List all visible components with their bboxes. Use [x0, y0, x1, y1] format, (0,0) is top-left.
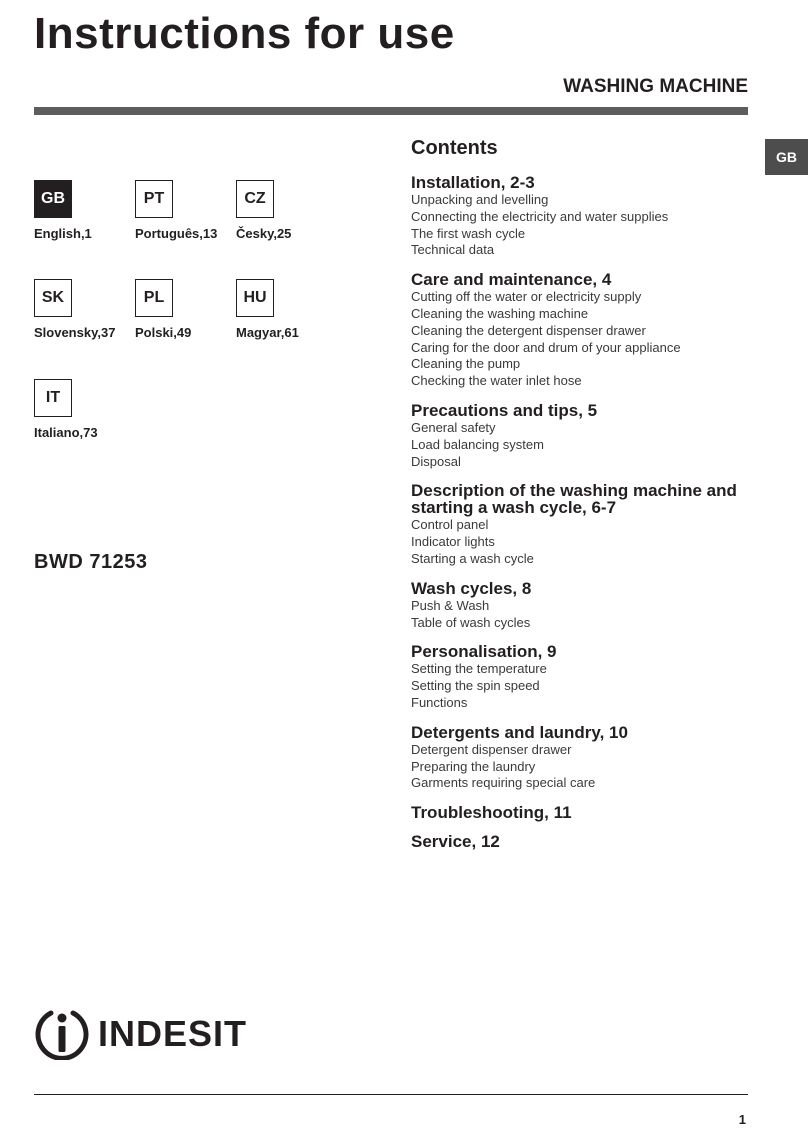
toc-item[interactable]: Push & Wash — [411, 597, 490, 613]
toc-item[interactable]: General safety — [411, 419, 496, 435]
toc-item[interactable]: The first wash cycle — [411, 225, 526, 241]
toc-section-title[interactable]: Personalisation, 9 — [411, 642, 557, 662]
language-code-box[interactable]: GB — [34, 180, 72, 218]
toc-item[interactable]: Unpacking and levelling — [411, 192, 549, 207]
toc-section-title[interactable]: Service, 12 — [411, 832, 500, 852]
language-label: Magyar,61 — [236, 325, 299, 340]
toc-item[interactable]: Cleaning the detergent dispenser drawer — [411, 322, 646, 338]
toc-section — [411, 402, 761, 470]
language-label: Italiano,73 — [34, 425, 98, 440]
toc-item[interactable]: Checking the water inlet hose — [411, 373, 582, 389]
toc-item[interactable]: Setting the spin speed — [411, 678, 540, 694]
toc-item[interactable]: Control panel — [411, 517, 489, 533]
brand-wordmark: INDESIT — [98, 1013, 248, 1054]
language-label: Slovensky,37 — [34, 325, 116, 340]
language-label: English,1 — [34, 226, 92, 241]
document-subtitle: WASHING MACHINE — [563, 76, 748, 97]
toc-item[interactable]: Technical data — [411, 242, 495, 258]
toc-section-title[interactable]: Description of the washing machine and starting a wash cycle, 6-7 — [411, 481, 737, 518]
toc-item[interactable]: Table of wash cycles — [411, 614, 531, 630]
language-code-box[interactable]: PT — [135, 180, 173, 218]
toc-section — [411, 833, 761, 850]
footer-divider — [34, 1094, 748, 1095]
language-code-box[interactable]: IT — [34, 379, 72, 417]
toc-item[interactable]: Cleaning the pump — [411, 356, 521, 372]
toc-item[interactable]: Setting the temperature — [411, 661, 547, 677]
language-code-box[interactable]: CZ — [236, 180, 274, 218]
toc-section-title[interactable]: Detergents and laundry, 10 — [411, 722, 628, 742]
brand-logo — [34, 1008, 247, 1060]
page-number: 1 — [738, 1112, 746, 1127]
toc-section — [411, 804, 761, 821]
header-divider — [34, 107, 748, 115]
toc-section — [411, 271, 761, 390]
language-cz[interactable] — [236, 180, 336, 241]
toc-section-title[interactable]: Troubleshooting, 11 — [411, 803, 572, 823]
model-number: BWD 71253 — [34, 551, 148, 573]
language-code-box[interactable]: SK — [34, 279, 72, 317]
language-label: Česky,25 — [236, 226, 292, 241]
contents-heading: Contents — [411, 137, 498, 159]
language-code-box[interactable]: PL — [135, 279, 173, 317]
toc-item[interactable]: Cleaning the washing machine — [411, 305, 589, 321]
toc-section — [411, 643, 761, 711]
toc-item[interactable]: Functions — [411, 694, 468, 710]
toc-section — [411, 724, 761, 792]
language-label: Polski,49 — [135, 325, 192, 340]
language-label: Português,13 — [135, 226, 218, 241]
contents-sections — [411, 174, 761, 850]
toc-item[interactable]: Connecting the electricity and water supplies — [411, 208, 669, 224]
toc-item[interactable]: Indicator lights — [411, 534, 495, 550]
indesit-logo-icon — [34, 1008, 90, 1060]
toc-section-title[interactable]: Care and maintenance, 4 — [411, 270, 612, 290]
language-pl[interactable] — [135, 279, 235, 340]
toc-section-title[interactable]: Wash cycles, 8 — [411, 578, 532, 598]
toc-item[interactable]: Preparing the laundry — [411, 758, 536, 774]
toc-item[interactable]: Detergent dispenser drawer — [411, 741, 572, 757]
toc-item[interactable]: Garments requiring special care — [411, 775, 596, 791]
toc-item[interactable]: Starting a wash cycle — [411, 550, 534, 566]
language-gb[interactable] — [34, 180, 134, 241]
toc-item[interactable]: Caring for the door and drum of your appliance — [411, 339, 681, 355]
toc-item[interactable]: Cutting off the water or electricity supply — [411, 289, 642, 305]
language-sk[interactable] — [34, 279, 134, 340]
language-hu[interactable] — [236, 279, 336, 340]
page-title: Instructions for use — [34, 9, 455, 58]
language-it[interactable] — [34, 379, 134, 440]
toc-section-title[interactable]: Installation, 2-3 — [411, 173, 535, 192]
toc-section — [411, 174, 761, 259]
language-code-box[interactable]: HU — [236, 279, 274, 317]
language-side-tab[interactable]: GB — [765, 139, 808, 175]
toc-item[interactable]: Load balancing system — [411, 436, 544, 452]
toc-section — [411, 482, 761, 567]
toc-item[interactable]: Disposal — [411, 453, 461, 469]
language-pt[interactable] — [135, 180, 235, 241]
toc-section — [411, 580, 761, 632]
toc-section-title[interactable]: Precautions and tips, 5 — [411, 400, 598, 420]
table-of-contents — [411, 136, 761, 862]
